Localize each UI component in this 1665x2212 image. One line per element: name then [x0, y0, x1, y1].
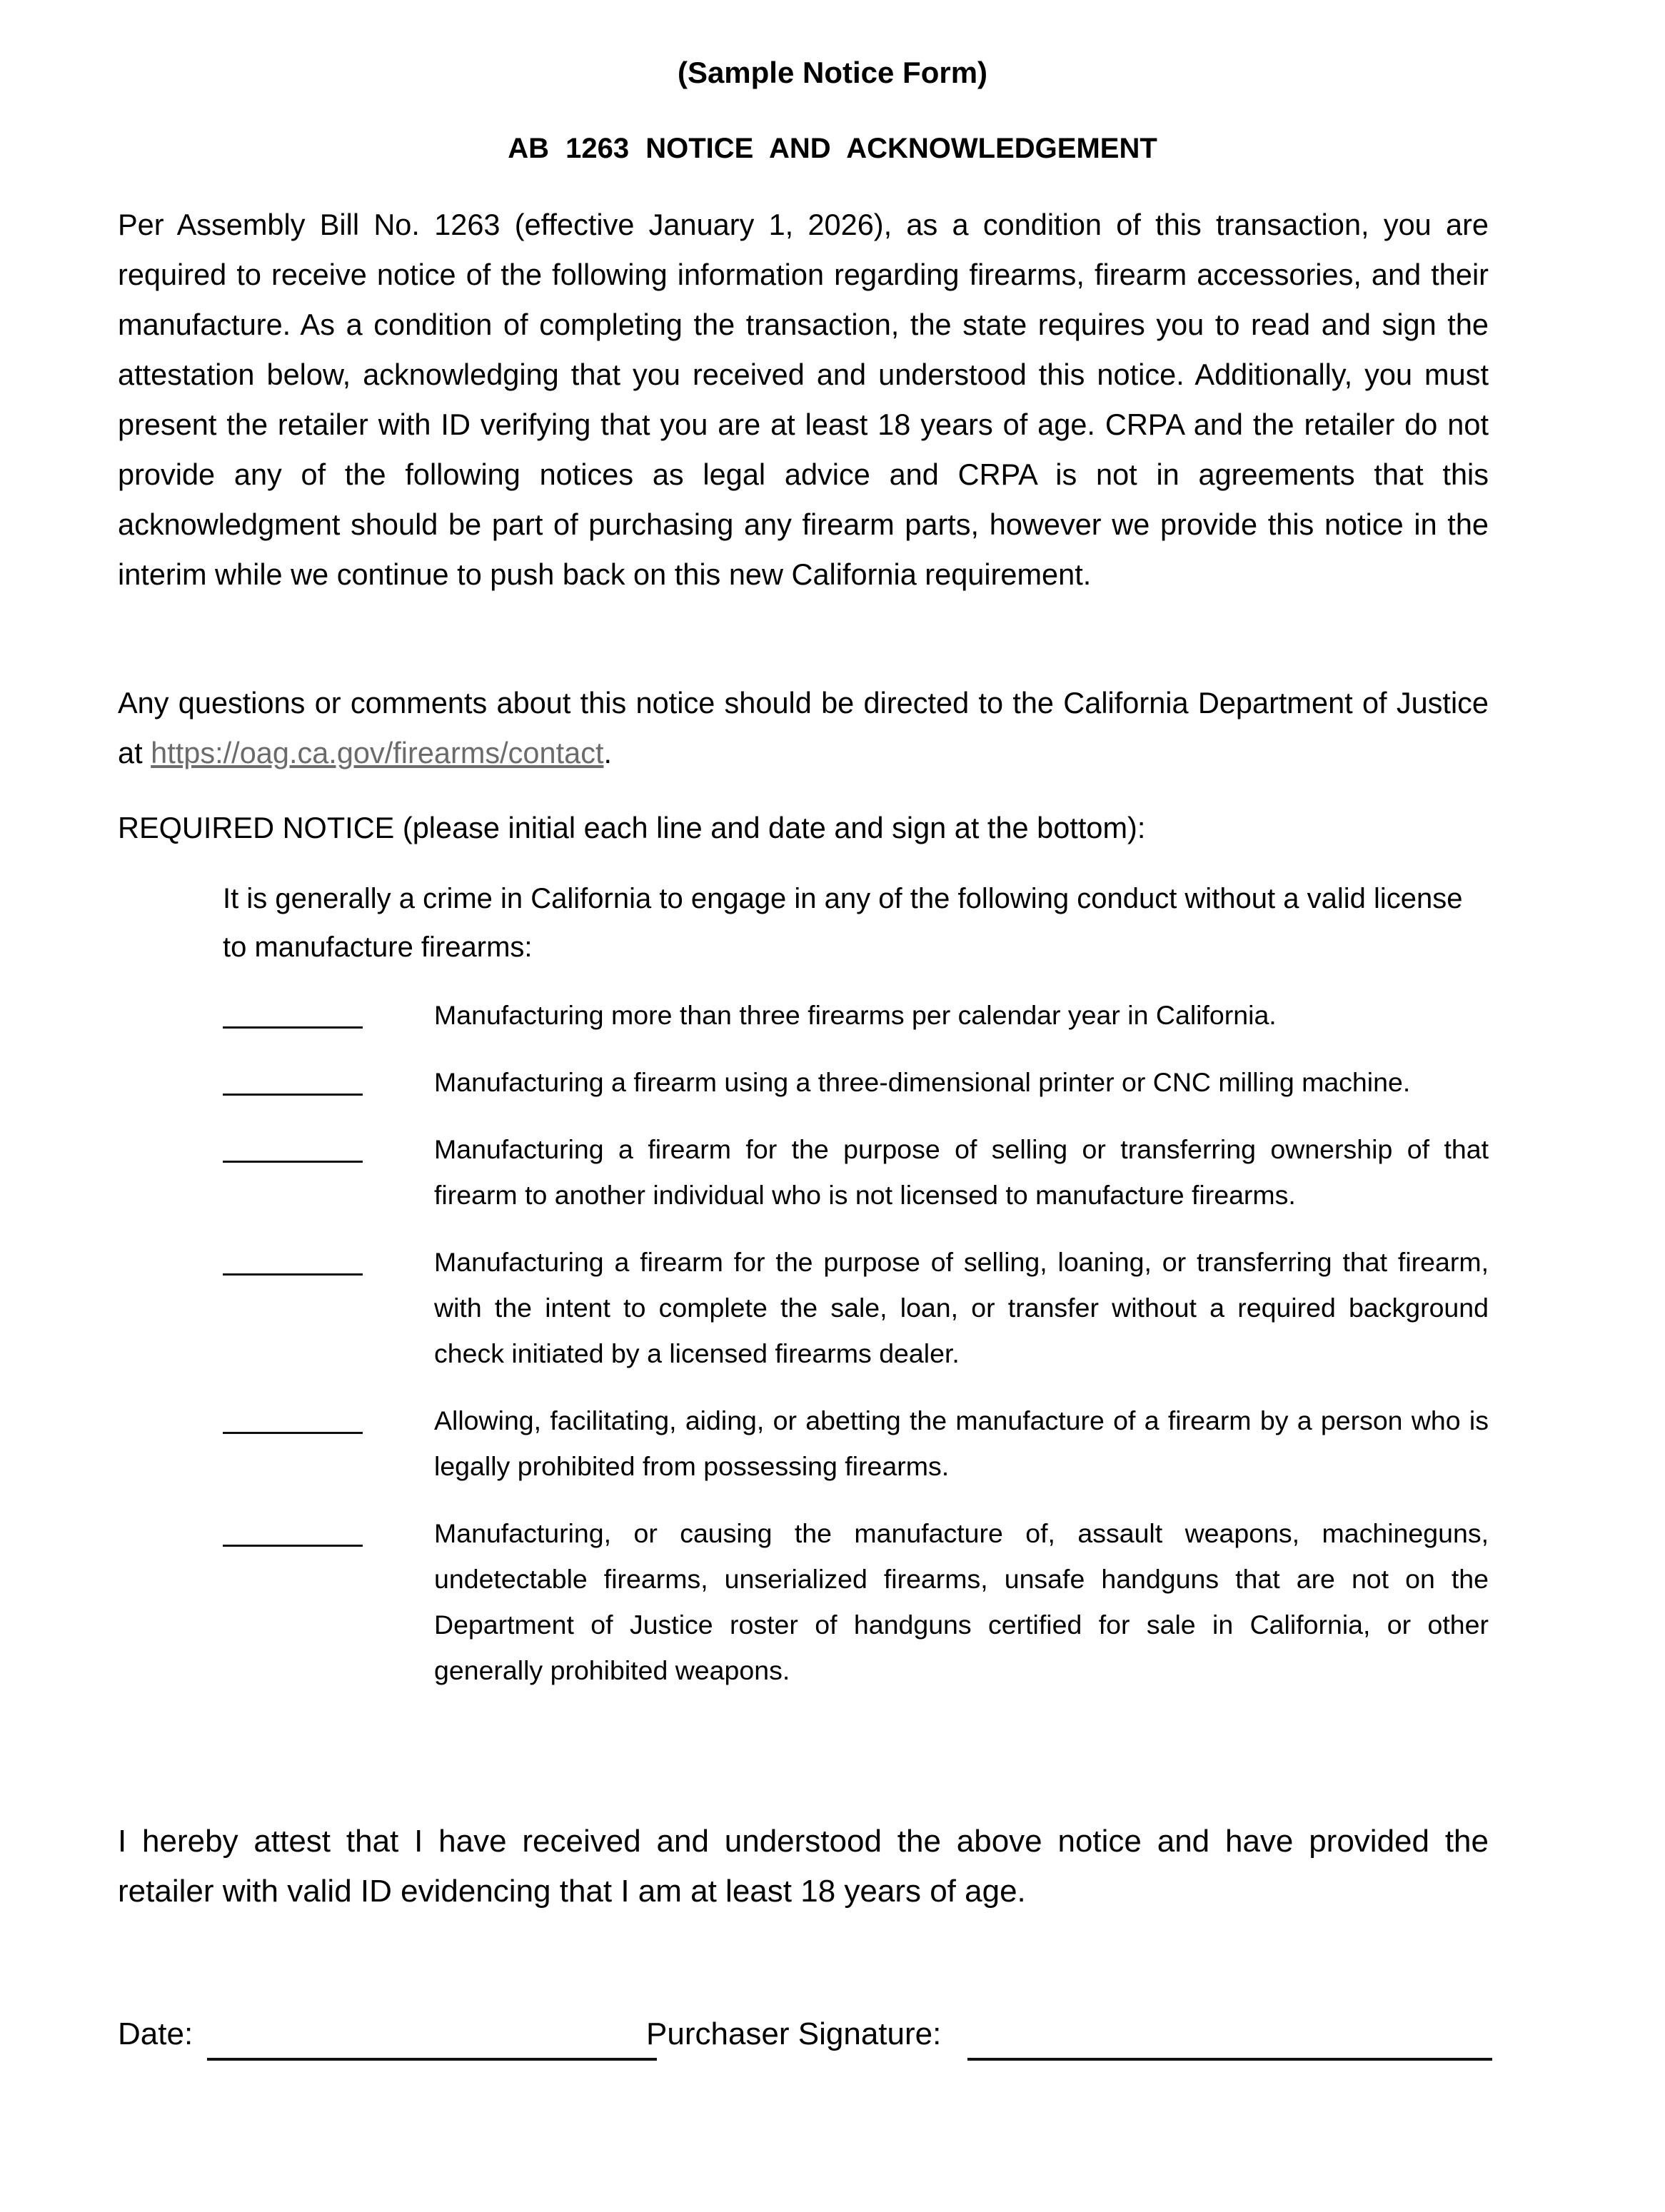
contact-period: .: [603, 736, 613, 769]
initial-field[interactable]: [223, 1510, 363, 1547]
form-subtitle: (Sample Notice Form): [677, 56, 988, 89]
required-notice-heading: REQUIRED NOTICE (please initial each line and date and sign at the bottom):: [118, 811, 1146, 844]
initial-field[interactable]: [223, 1126, 363, 1163]
form-title: AB 1263 NOTICE AND ACKNOWLEDGEMENT: [508, 133, 1157, 164]
notice-item: [223, 1510, 1489, 1693]
date-field[interactable]: [207, 2058, 657, 2061]
notice-item-text: Allowing, facilitating, aiding, or abetting the manufacture of a firearm by a person who is legally prohibited from possessing firearms.: [434, 1405, 1489, 1481]
notice-item: [223, 1126, 1489, 1218]
notice-items-list: [223, 992, 1489, 1714]
notice-item-text: Manufacturing more than three firearms per calendar year in California.: [434, 1000, 1277, 1030]
initial-field[interactable]: [223, 1239, 363, 1276]
initial-field[interactable]: [223, 1398, 363, 1434]
purchaser-signature-label: Purchaser Signature:: [646, 2016, 942, 2051]
contact-text: Any questions or comments about this notice should be directed to the California Department of Justice at: [118, 686, 1489, 769]
initial-field[interactable]: [223, 992, 363, 1029]
notice-item-text: Manufacturing a firearm for the purpose of selling or transferring ownership of that firearm to another individual who is not licensed to manufacture firearms.: [434, 1134, 1489, 1210]
initial-field[interactable]: [223, 1059, 363, 1096]
notice-item: [223, 1398, 1489, 1489]
purchaser-signature-field[interactable]: [967, 2058, 1492, 2061]
date-label: Date:: [118, 2016, 193, 2051]
contact-paragraph: [118, 678, 1489, 778]
notice-item: [223, 1239, 1489, 1376]
conduct-intro: It is generally a crime in California to engage in any of the following conduct without a valid license to manufacture firearms:: [223, 883, 1463, 963]
notice-item-text: Manufacturing a firearm using a three-dimensional printer or CNC milling machine.: [434, 1067, 1411, 1097]
signature-row: [118, 2016, 1496, 2066]
notice-item: [223, 1059, 1489, 1105]
notice-item-text: Manufacturing, or causing the manufacture of, assault weapons, machineguns, undetectable firearms, unserialized firearms, unsafe handguns that are not on the Department of Justice roster of handguns certified for sale in California, or other generally prohibited weapons.: [434, 1518, 1489, 1685]
notice-item-text: Manufacturing a firearm for the purpose of selling, loaning, or transferring that firearm, with the intent to complete the sale, loan, or transfer without a required background check initiated by a licensed firearms dealer.: [434, 1247, 1489, 1368]
doj-contact-link[interactable]: https://oag.ca.gov/firearms/contact: [151, 736, 604, 769]
attestation-statement: I hereby attest that I have received and understood the above notice and have provided the retailer with valid ID evidencing that I am at least 18 years of age.: [118, 1824, 1489, 1909]
intro-paragraph: Per Assembly Bill No. 1263 (effective January 1, 2026), as a condition of this transaction, you are required to receive notice of the following information regarding firearms, firearm accessories, and their manufacture. As a condition of completing the transaction, the state requires you to read and sign the attestation below, acknowledging that you received and understood this notice. Additionally, you must present the retailer with ID verifying that you are at least 18 years of age. CRPA and the retailer do not provide any of the following notices as legal advice and CRPA is not in agreements that this acknowledgment should be part of purchasing any firearm parts, however we provide this notice in the interim while we continue to push back on this new California requirement.: [118, 208, 1489, 591]
notice-item: [223, 992, 1489, 1038]
